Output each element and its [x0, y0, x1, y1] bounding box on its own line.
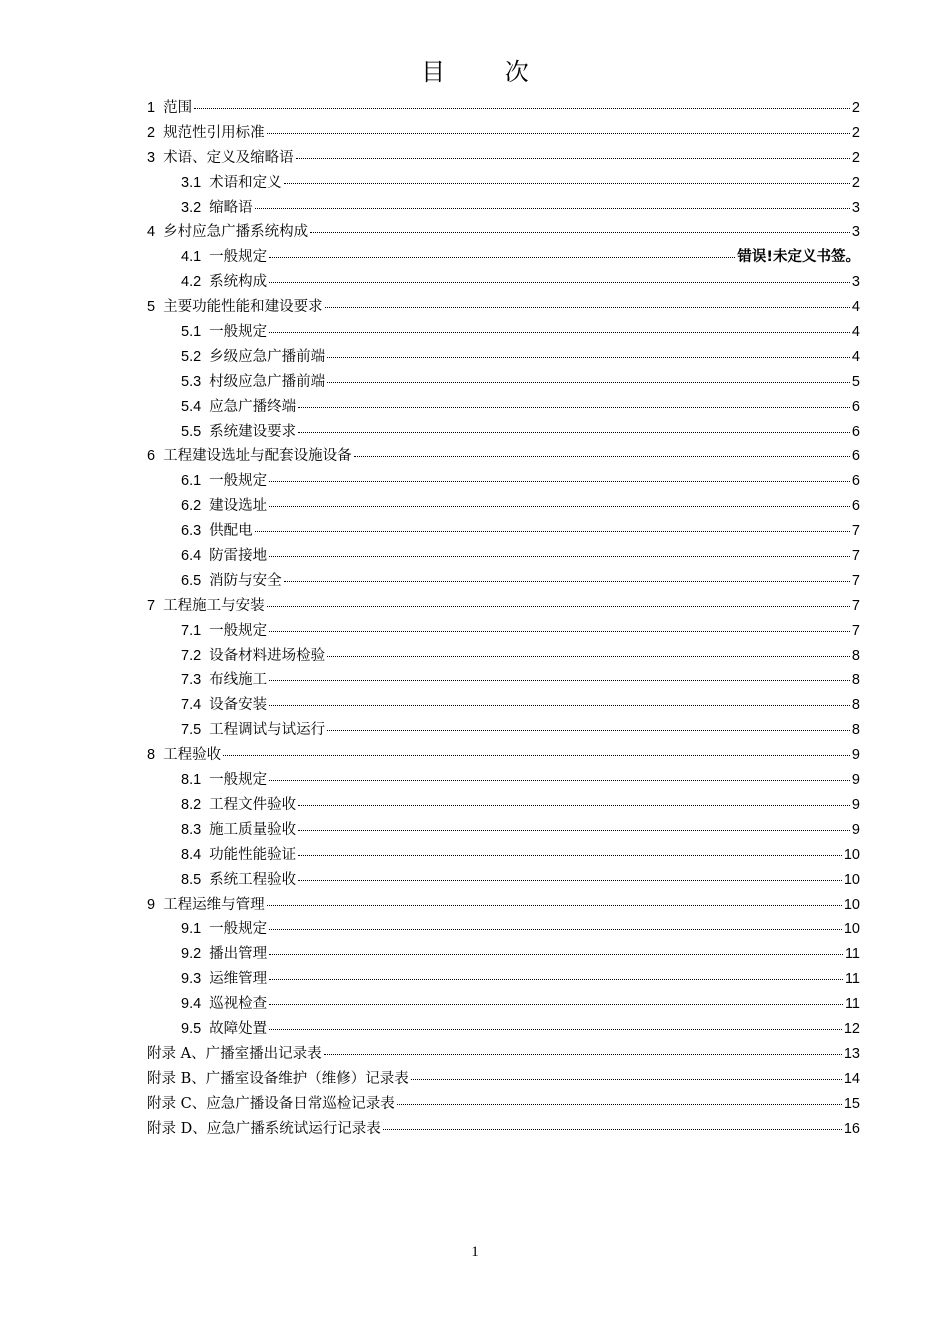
toc-dot-leader: [269, 705, 850, 706]
toc-entry-number: 3: [147, 149, 156, 166]
toc-entry-number: 2: [147, 124, 156, 141]
toc-entry-label: 功能性能验证: [209, 846, 297, 863]
toc-entry-page: 9: [851, 747, 860, 764]
toc-entry[interactable]: [147, 793, 860, 818]
toc-entry-number: 8.2: [181, 796, 202, 813]
toc-entry[interactable]: [147, 494, 860, 519]
toc-entry-page: 8: [851, 647, 860, 664]
toc-entry-label: 巡视检查: [209, 996, 268, 1013]
toc-entry[interactable]: [147, 444, 860, 469]
toc-entry-label: 工程运维与管理: [163, 896, 265, 913]
toc-entry-label: 术语、定义及缩略语: [163, 149, 294, 166]
toc-dot-leader: [267, 905, 842, 906]
toc-entry-page: 2: [851, 124, 860, 141]
toc-dot-leader: [298, 432, 850, 433]
toc-entry-page: 6: [851, 423, 860, 440]
toc-entry-number: 8.3: [181, 821, 202, 838]
toc-entry-page: 9: [851, 772, 860, 789]
toc-entry[interactable]: [147, 843, 860, 868]
toc-entry-label: 附录 D、应急广播系统试运行记录表: [147, 1120, 381, 1137]
toc-entry-number: 6.1: [181, 473, 202, 490]
toc-entry-page: 11: [844, 996, 860, 1013]
toc-entry-label: 运维管理: [209, 971, 268, 988]
toc-entry-number: 6: [147, 448, 156, 465]
toc-dot-leader: [269, 979, 843, 980]
toc-entry-page: 15: [843, 1095, 860, 1112]
toc-entry-label: 设备材料进场检验: [209, 647, 326, 664]
toc-entry-page: 6: [851, 473, 860, 490]
toc-entry-page: 10: [843, 871, 860, 888]
toc-dot-leader: [269, 282, 850, 283]
page-number: 1: [471, 1244, 479, 1260]
toc-entry-label: 工程施工与安装: [163, 597, 265, 614]
toc-entry-number: 4.2: [181, 274, 202, 291]
toc-dot-leader: [298, 830, 850, 831]
toc-dot-leader: [223, 755, 850, 756]
toc-entry-label: 一般规定: [209, 622, 268, 639]
toc-entry-label: 播出管理: [209, 946, 268, 963]
toc-entry-number: 1: [147, 100, 156, 116]
toc-dot-leader: [298, 407, 850, 408]
toc-dot-leader: [397, 1104, 842, 1105]
toc-dot-leader: [284, 581, 850, 582]
toc-entry-page: 10: [843, 896, 860, 913]
toc-entry-number: 8.5: [181, 871, 202, 888]
toc-entry-label: 附录 A、广播室播出记录表: [147, 1045, 322, 1062]
toc-entry[interactable]: [147, 171, 860, 196]
toc-entry-label: 应急广播终端: [209, 398, 297, 415]
toc-entry[interactable]: [147, 1017, 860, 1042]
toc-entry-number: 6.3: [181, 523, 202, 540]
toc-entry[interactable]: [147, 420, 860, 445]
toc-entry-label: 设备安装: [209, 697, 268, 714]
toc-entry-number: 8.4: [181, 846, 202, 863]
toc-entry[interactable]: [147, 693, 860, 718]
toc-dot-leader: [269, 954, 843, 955]
toc-dot-leader: [298, 855, 842, 856]
toc-entry-label: 缩略语: [209, 199, 253, 216]
toc-entry-label: 工程建设选址与配套设施设备: [163, 448, 352, 465]
toc-dot-leader: [354, 456, 850, 457]
toc-entry-page: 8: [851, 697, 860, 714]
toc-entry-label: 术语和定义: [209, 174, 282, 191]
toc-entry-label: 故障处置: [209, 1020, 268, 1037]
toc-entry-label: 主要功能性能和建设要求: [163, 299, 323, 316]
toc-entry-number: 7.4: [181, 697, 202, 714]
toc-dot-leader: [327, 382, 850, 383]
toc-entry[interactable]: [147, 245, 860, 270]
toc-entry-number: 9.3: [181, 971, 202, 988]
toc-dot-leader: [296, 158, 850, 159]
toc-dot-leader: [194, 108, 850, 109]
toc-dot-leader: [325, 307, 850, 308]
toc-entry-page: 16: [843, 1120, 860, 1137]
toc-entry-label: 乡级应急广播前端: [209, 348, 326, 365]
toc-entry[interactable]: [147, 1117, 860, 1142]
toc-entry-page: 4: [851, 299, 860, 316]
toc-entry-number: 7.1: [181, 622, 202, 639]
toc-dot-leader: [255, 208, 850, 209]
toc-entry-page: 6: [851, 448, 860, 465]
toc-entry[interactable]: [147, 743, 860, 768]
toc-entry[interactable]: [147, 868, 860, 893]
toc-entry-page: 错误!未定义书签。: [737, 249, 860, 266]
toc-entry[interactable]: [147, 270, 860, 295]
toc-entry[interactable]: [147, 121, 860, 146]
toc-dot-leader: [269, 1004, 843, 1005]
toc-entry-page: 6: [851, 398, 860, 415]
toc-entry-page: 12: [843, 1020, 860, 1037]
toc-entry-page: 11: [844, 946, 860, 963]
toc-entry-number: 6.2: [181, 498, 202, 515]
toc-entry-page: 11: [844, 971, 860, 988]
toc-entry-label: 系统工程验收: [209, 871, 297, 888]
toc-entry[interactable]: [147, 967, 860, 992]
toc-entry-page: 8: [851, 672, 860, 689]
toc-entry[interactable]: [147, 992, 860, 1017]
toc-entry-label: 工程文件验收: [209, 796, 297, 813]
toc-dot-leader: [267, 606, 850, 607]
toc-entry-number: 5: [147, 299, 156, 316]
toc-entry-number: 5.1: [181, 324, 202, 341]
toc-entry[interactable]: [147, 619, 860, 644]
toc-entry-page: 7: [851, 523, 860, 540]
toc-entry-page: 3: [851, 199, 860, 216]
toc-entry[interactable]: [147, 818, 860, 843]
toc-entry[interactable]: [147, 196, 860, 221]
toc-entry-number: 3.2: [181, 199, 202, 216]
toc-entry-label: 范围: [163, 100, 193, 116]
toc-dot-leader: [324, 1054, 842, 1055]
toc-entry-number: 3.1: [181, 174, 202, 191]
toc-entry[interactable]: [147, 544, 860, 569]
toc-dot-leader: [327, 730, 850, 731]
toc-entry-page: 3: [851, 224, 860, 241]
toc-dot-leader: [269, 332, 850, 333]
toc-entry[interactable]: [147, 519, 860, 544]
toc-entry[interactable]: [147, 370, 860, 395]
toc-dot-leader: [310, 232, 850, 233]
toc-entry-page: 6: [851, 498, 860, 515]
toc-entry-label: 附录 B、广播室设备维护（维修）记录表: [147, 1070, 409, 1087]
toc-dot-leader: [298, 805, 850, 806]
page-title: 目 次: [421, 58, 555, 86]
toc-entry-number: 7.2: [181, 647, 202, 664]
toc-entry-label: 规范性引用标准: [163, 124, 265, 141]
toc-entry-label: 工程验收: [163, 747, 222, 764]
toc-entry[interactable]: [147, 718, 860, 743]
toc-entry-page: 9: [851, 796, 860, 813]
toc-dot-leader: [269, 780, 850, 781]
toc-entry[interactable]: [147, 1092, 860, 1117]
toc-dot-leader: [269, 1029, 842, 1030]
toc-dot-leader: [298, 880, 842, 881]
toc-entry[interactable]: [147, 320, 860, 345]
toc-entry-number: 8: [147, 747, 156, 764]
toc-entry-label: 建设选址: [209, 498, 268, 515]
toc-dot-leader: [383, 1129, 842, 1130]
toc-entry-page: 8: [851, 722, 860, 739]
toc-entry-page: 4: [851, 348, 860, 365]
toc-entry[interactable]: [147, 469, 860, 494]
toc-entry[interactable]: [147, 917, 860, 942]
toc-entry-page: 14: [843, 1070, 860, 1087]
toc-entry-label: 布线施工: [209, 672, 268, 689]
toc-entry-page: 13: [843, 1045, 860, 1062]
toc-entry-number: 7: [147, 597, 156, 614]
toc-entry-label: 乡村应急广播系统构成: [163, 224, 309, 241]
toc-entry-page: 9: [851, 821, 860, 838]
toc-entry[interactable]: [147, 768, 860, 793]
toc-entry-number: 9: [147, 896, 156, 913]
toc-entry-number: 5.4: [181, 398, 202, 415]
toc-entry-number: 7.3: [181, 672, 202, 689]
toc-entry-page: 2: [851, 174, 860, 191]
toc-entry-label: 一般规定: [209, 324, 268, 341]
toc-entry-label: 施工质量验收: [209, 821, 297, 838]
toc-entry-page: 7: [851, 622, 860, 639]
toc-dot-leader: [269, 481, 850, 482]
toc-entry[interactable]: [147, 345, 860, 370]
toc-entry-page: 7: [851, 548, 860, 565]
toc-entry-page: 3: [851, 274, 860, 291]
toc-entry[interactable]: [147, 220, 860, 245]
toc-entry-page: 7: [851, 597, 860, 614]
toc-entry-label: 防雷接地: [209, 548, 268, 565]
toc-entry-page: 10: [843, 846, 860, 863]
toc-entry-label: 一般规定: [209, 249, 268, 266]
table-of-contents: [147, 96, 860, 1141]
toc-dot-leader: [327, 656, 850, 657]
toc-entry-label: 村级应急广播前端: [209, 373, 326, 390]
toc-entry-label: 一般规定: [209, 473, 268, 490]
toc-entry[interactable]: [147, 668, 860, 693]
toc-entry-number: 9.2: [181, 946, 202, 963]
toc-entry-number: 8.1: [181, 772, 202, 789]
toc-dot-leader: [327, 357, 850, 358]
toc-dot-leader: [269, 631, 850, 632]
toc-entry-page: 5: [851, 373, 860, 390]
toc-dot-leader: [411, 1079, 842, 1080]
toc-dot-leader: [269, 680, 850, 681]
toc-entry-label: 一般规定: [209, 921, 268, 938]
toc-entry[interactable]: [147, 295, 860, 320]
toc-entry[interactable]: [147, 146, 860, 171]
toc-entry-number: 5.3: [181, 373, 202, 390]
toc-dot-leader: [269, 556, 850, 557]
toc-dot-leader: [267, 133, 850, 134]
toc-dot-leader: [284, 183, 850, 184]
toc-entry-label: 供配电: [209, 523, 253, 540]
toc-entry-label: 系统构成: [209, 274, 268, 291]
toc-entry-number: 6.5: [181, 572, 202, 589]
toc-entry-label: 工程调试与试运行: [209, 722, 326, 739]
toc-entry-label: 系统建设要求: [209, 423, 297, 440]
toc-entry-number: 9.4: [181, 996, 202, 1013]
toc-entry[interactable]: [147, 96, 860, 121]
toc-dot-leader: [269, 257, 735, 258]
toc-dot-leader: [269, 506, 850, 507]
toc-entry-number: 9.1: [181, 921, 202, 938]
toc-entry-number: 5.2: [181, 348, 202, 365]
toc-entry-page: 2: [851, 100, 860, 116]
toc-entry[interactable]: [147, 893, 860, 918]
toc-entry[interactable]: [147, 942, 860, 967]
toc-entry-page: 7: [851, 572, 860, 589]
toc-entry[interactable]: [147, 569, 860, 594]
toc-entry-number: 9.5: [181, 1020, 202, 1037]
toc-entry-page: 10: [843, 921, 860, 938]
toc-entry-number: 7.5: [181, 722, 202, 739]
toc-entry[interactable]: [147, 1067, 860, 1092]
toc-entry-page: 4: [851, 324, 860, 341]
toc-entry-number: 4: [147, 224, 156, 241]
toc-entry-number: 4.1: [181, 249, 202, 266]
toc-dot-leader: [269, 929, 842, 930]
toc-entry[interactable]: [147, 1042, 860, 1067]
toc-entry-label: 一般规定: [209, 772, 268, 789]
toc-entry[interactable]: [147, 594, 860, 619]
toc-dot-leader: [255, 531, 850, 532]
toc-entry-label: 附录 C、应急广播设备日常巡检记录表: [147, 1095, 395, 1112]
toc-entry[interactable]: [147, 644, 860, 669]
toc-entry-number: 6.4: [181, 548, 202, 565]
toc-entry-label: 消防与安全: [209, 572, 282, 589]
toc-entry[interactable]: [147, 395, 860, 420]
toc-entry-number: 5.5: [181, 423, 202, 440]
toc-entry-page: 2: [851, 149, 860, 166]
